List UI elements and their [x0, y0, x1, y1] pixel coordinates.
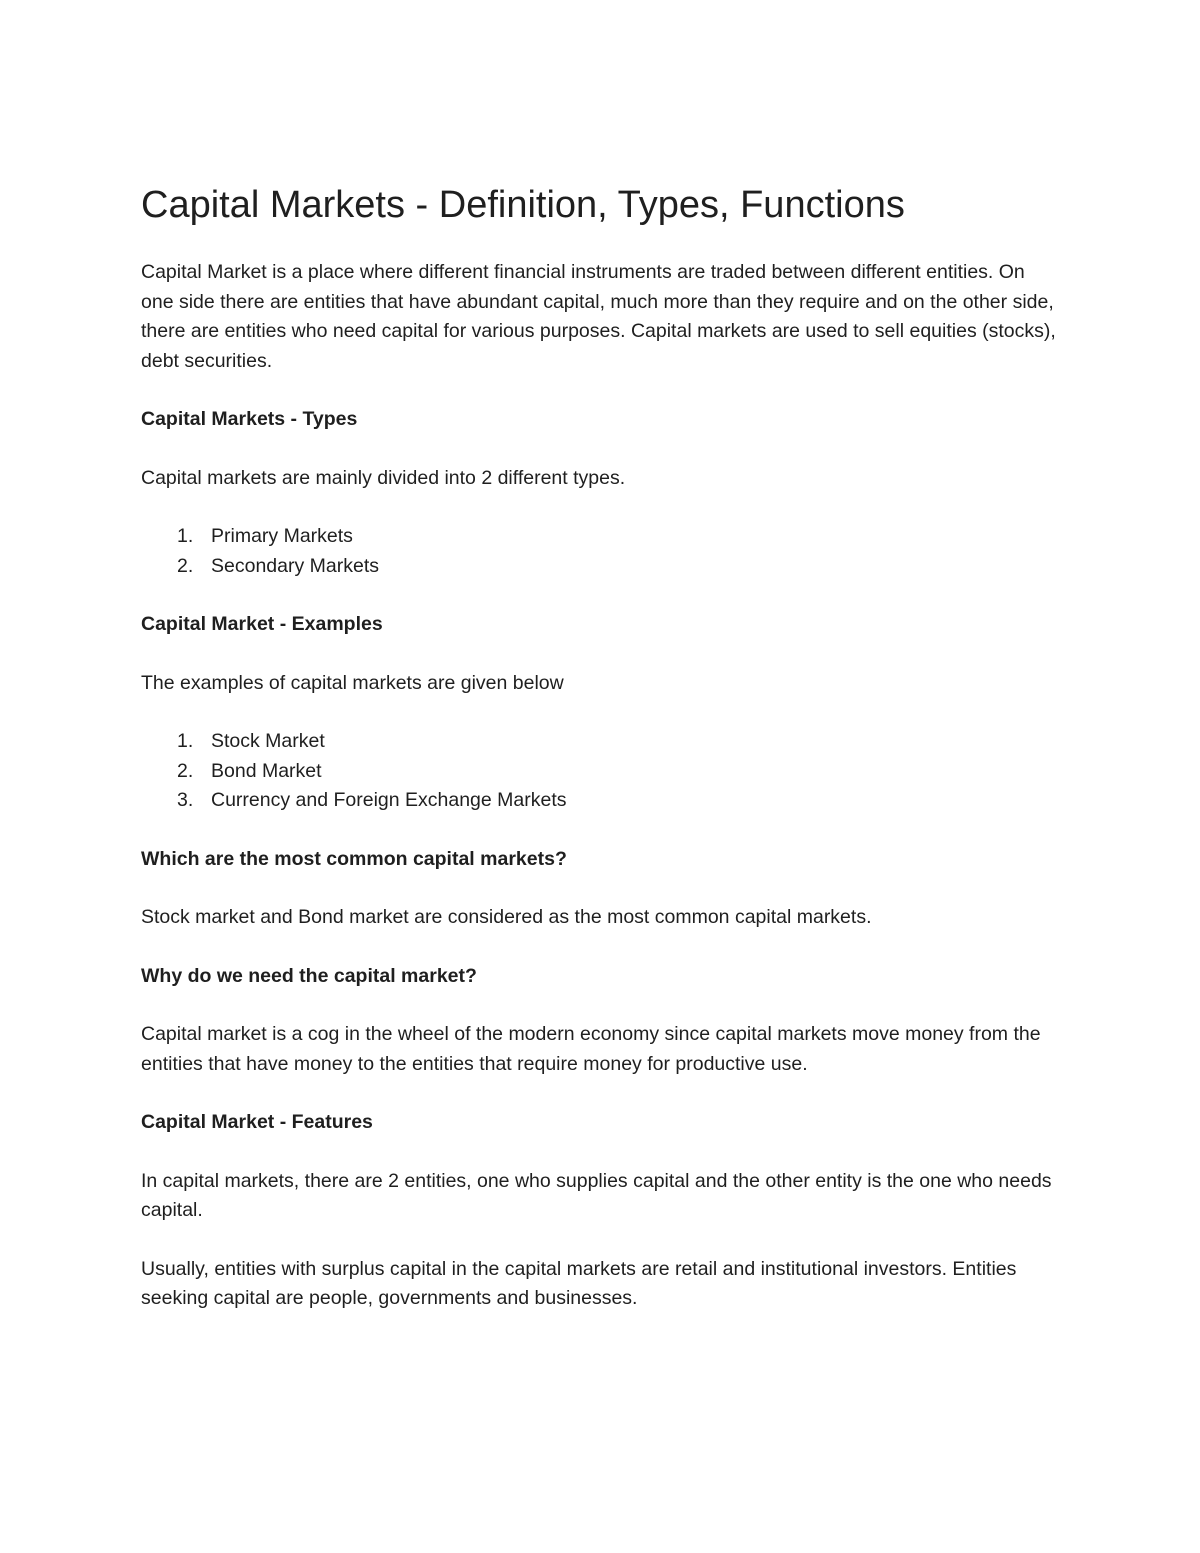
examples-list	[141, 727, 1061, 816]
list-item	[141, 786, 1061, 816]
list-item-number: 2.	[177, 554, 194, 577]
document-title: Capital Markets - Definition, Types, Functions	[141, 184, 905, 226]
features-paragraph-2: Usually, entities with surplus capital in the capital markets are retail and institutional investors. Entities seeking capital are people, governments and businesses.	[141, 1257, 1017, 1309]
features-heading: Capital Market - Features	[141, 1111, 373, 1133]
document-page	[141, 178, 1061, 1343]
list-item-label: Stock Market	[211, 730, 325, 752]
list-item	[141, 552, 1061, 582]
types-paragraph: Capital markets are mainly divided into 2 different types.	[141, 466, 626, 489]
list-item-number: 2.	[177, 759, 194, 782]
types-heading: Capital Markets - Types	[141, 408, 358, 430]
list-item-label: Bond Market	[211, 759, 322, 782]
types-list	[141, 522, 1061, 581]
examples-paragraph: The examples of capital markets are given below	[141, 671, 564, 694]
list-item-label: Primary Markets	[211, 525, 353, 547]
list-item	[141, 757, 1061, 787]
intro-paragraph: Capital Market is a place where different financial instruments are traded between different entities. On one side there are entities that have abundant capital, much more than they require and on the other side, there are entities who need capital for various purposes. Capital markets are used to sell equities (stocks), debt securities.	[141, 261, 1056, 372]
examples-heading: Capital Market - Examples	[141, 613, 383, 635]
list-item-number: 3.	[177, 789, 194, 811]
list-item-number: 1.	[177, 730, 194, 752]
list-item-label: Secondary Markets	[211, 554, 379, 577]
need-heading: Why do we need the capital market?	[141, 964, 477, 987]
list-item-label: Currency and Foreign Exchange Markets	[211, 789, 567, 811]
need-paragraph: Capital market is a cog in the wheel of the modern economy since capital markets move money from the entities that have money to the entities that require money for productive use.	[141, 1023, 1041, 1075]
features-paragraph-1: In capital markets, there are 2 entities, one who supplies capital and the other entity is the one who needs capital.	[141, 1169, 1052, 1221]
list-item-number: 1.	[177, 525, 194, 547]
list-item	[141, 522, 1061, 552]
common-paragraph: Stock market and Bond market are considered as the most common capital markets.	[141, 906, 872, 928]
list-item	[141, 727, 1061, 757]
common-heading: Which are the most common capital markets?	[141, 847, 567, 870]
